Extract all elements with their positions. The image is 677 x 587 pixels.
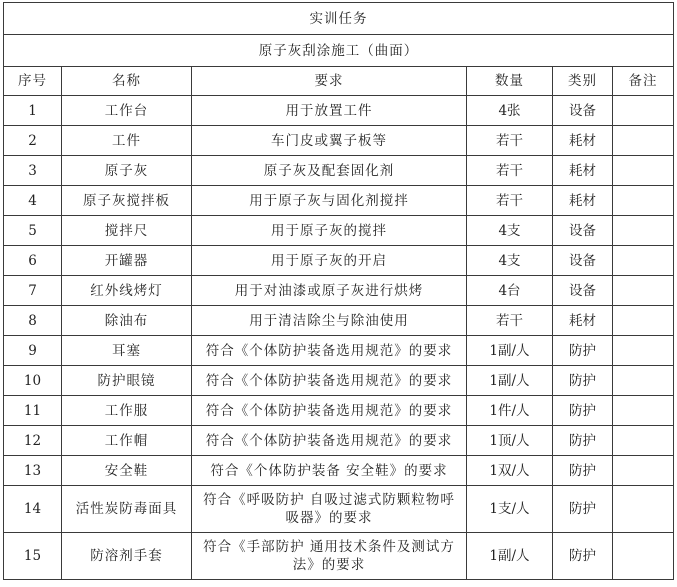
cell-category: 防护 (553, 336, 613, 366)
table-subtitle-row (4, 35, 674, 67)
cell-quantity: 若干 (467, 306, 553, 336)
cell-requirement: 原子灰及配套固化剂 (192, 156, 467, 186)
cell-remarks (613, 216, 674, 246)
cell-quantity: 1副/人 (467, 533, 553, 580)
cell-requirement: 符合《个体防护装备 安全鞋》的要求 (192, 456, 467, 486)
cell-category: 防护 (553, 396, 613, 426)
table-row (4, 186, 674, 216)
cell-index: 4 (4, 186, 62, 216)
table-row (4, 276, 674, 306)
table-row (4, 336, 674, 366)
cell-requirement: 符合《个体防护装备选用规范》的要求 (192, 396, 467, 426)
cell-name: 工作服 (62, 396, 192, 426)
header-remarks: 备注 (613, 67, 674, 96)
cell-requirement: 符合《个体防护装备选用规范》的要求 (192, 426, 467, 456)
cell-index: 14 (4, 486, 62, 533)
table-body (4, 96, 674, 580)
cell-quantity: 1顶/人 (467, 426, 553, 456)
cell-name: 原子灰搅拌板 (62, 186, 192, 216)
cell-name: 原子灰 (62, 156, 192, 186)
cell-remarks (613, 96, 674, 126)
cell-name: 安全鞋 (62, 456, 192, 486)
cell-requirement: 用于清洁除尘与除油使用 (192, 306, 467, 336)
cell-index: 10 (4, 366, 62, 396)
cell-category: 设备 (553, 276, 613, 306)
cell-remarks (613, 186, 674, 216)
cell-requirement: 用于原子灰的开启 (192, 246, 467, 276)
table-row (4, 156, 674, 186)
cell-category: 防护 (553, 426, 613, 456)
cell-quantity: 若干 (467, 126, 553, 156)
cell-quantity: 1支/人 (467, 486, 553, 533)
cell-category: 防护 (553, 456, 613, 486)
table-title: 实训任务 (4, 3, 674, 35)
cell-remarks (613, 306, 674, 336)
cell-quantity: 4支 (467, 216, 553, 246)
cell-remarks (613, 366, 674, 396)
table-subtitle: 原子灰刮涂施工（曲面） (4, 35, 674, 67)
cell-remarks (613, 456, 674, 486)
table-header-row (4, 67, 674, 96)
table-row (4, 426, 674, 456)
cell-index: 11 (4, 396, 62, 426)
cell-index: 12 (4, 426, 62, 456)
cell-name: 红外线烤灯 (62, 276, 192, 306)
table-title-row (4, 3, 674, 35)
cell-quantity: 1副/人 (467, 366, 553, 396)
cell-category: 设备 (553, 216, 613, 246)
cell-category: 防护 (553, 486, 613, 533)
cell-index: 3 (4, 156, 62, 186)
cell-quantity: 若干 (467, 186, 553, 216)
cell-requirement: 符合《个体防护装备选用规范》的要求 (192, 366, 467, 396)
cell-quantity: 1副/人 (467, 336, 553, 366)
table-row (4, 396, 674, 426)
header-index: 序号 (4, 67, 62, 96)
cell-name: 工件 (62, 126, 192, 156)
cell-quantity: 1件/人 (467, 396, 553, 426)
cell-category: 防护 (553, 366, 613, 396)
cell-remarks (613, 336, 674, 366)
cell-requirement: 车门皮或翼子板等 (192, 126, 467, 156)
cell-category: 耗材 (553, 126, 613, 156)
cell-name: 耳塞 (62, 336, 192, 366)
cell-index: 5 (4, 216, 62, 246)
cell-category: 耗材 (553, 186, 613, 216)
training-task-table (3, 2, 674, 580)
cell-index: 1 (4, 96, 62, 126)
table-row (4, 306, 674, 336)
cell-category: 耗材 (553, 306, 613, 336)
cell-requirement: 用于原子灰与固化剂搅拌 (192, 186, 467, 216)
table-row (4, 456, 674, 486)
cell-index: 13 (4, 456, 62, 486)
cell-remarks (613, 156, 674, 186)
cell-index: 8 (4, 306, 62, 336)
table-row (4, 486, 674, 533)
cell-quantity: 4张 (467, 96, 553, 126)
cell-quantity: 4台 (467, 276, 553, 306)
cell-requirement: 符合《手部防护 通用技术条件及测试方法》的要求 (192, 533, 467, 580)
table-row (4, 216, 674, 246)
cell-category: 耗材 (553, 156, 613, 186)
cell-name: 活性炭防毒面具 (62, 486, 192, 533)
header-category: 类别 (553, 67, 613, 96)
cell-name: 工作帽 (62, 426, 192, 456)
cell-index: 7 (4, 276, 62, 306)
cell-name: 开罐器 (62, 246, 192, 276)
cell-index: 6 (4, 246, 62, 276)
cell-requirement: 用于放置工件 (192, 96, 467, 126)
header-requirement: 要求 (192, 67, 467, 96)
cell-category: 设备 (553, 246, 613, 276)
cell-name: 防护眼镜 (62, 366, 192, 396)
cell-remarks (613, 276, 674, 306)
cell-remarks (613, 486, 674, 533)
table-row (4, 533, 674, 580)
cell-remarks (613, 396, 674, 426)
cell-name: 除油布 (62, 306, 192, 336)
cell-requirement: 用于对油漆或原子灰进行烘烤 (192, 276, 467, 306)
cell-requirement: 符合《呼吸防护 自吸过滤式防颗粒物呼吸器》的要求 (192, 486, 467, 533)
document-page (3, 2, 674, 580)
cell-category: 设备 (553, 96, 613, 126)
cell-requirement: 用于原子灰的搅拌 (192, 216, 467, 246)
table-row (4, 246, 674, 276)
cell-remarks (613, 426, 674, 456)
cell-index: 15 (4, 533, 62, 580)
cell-index: 2 (4, 126, 62, 156)
table-row (4, 126, 674, 156)
cell-requirement: 符合《个体防护装备选用规范》的要求 (192, 336, 467, 366)
cell-name: 防溶剂手套 (62, 533, 192, 580)
cell-index: 9 (4, 336, 62, 366)
cell-name: 工作台 (62, 96, 192, 126)
cell-category: 防护 (553, 533, 613, 580)
cell-remarks (613, 533, 674, 580)
cell-remarks (613, 246, 674, 276)
cell-quantity: 若干 (467, 156, 553, 186)
cell-name: 搅拌尺 (62, 216, 192, 246)
header-quantity: 数量 (467, 67, 553, 96)
cell-quantity: 1双/人 (467, 456, 553, 486)
table-row (4, 96, 674, 126)
cell-quantity: 4支 (467, 246, 553, 276)
cell-remarks (613, 126, 674, 156)
header-name: 名称 (62, 67, 192, 96)
table-row (4, 366, 674, 396)
